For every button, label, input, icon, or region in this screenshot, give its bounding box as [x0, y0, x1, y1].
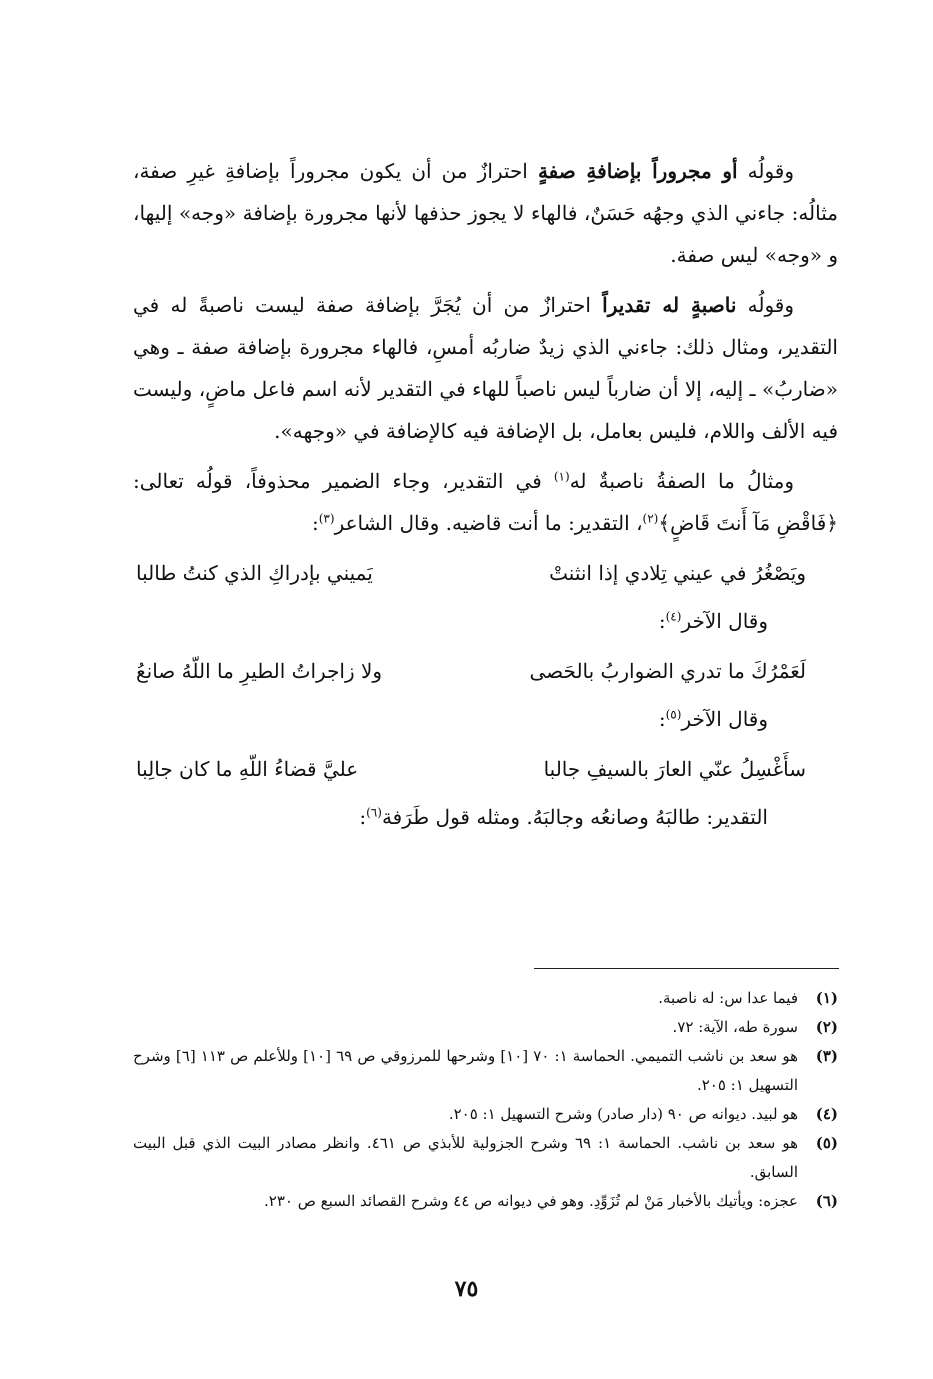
footnote-divider	[534, 968, 839, 969]
footnotes	[133, 984, 838, 1216]
verse-intro-text: التقدير: طالبَهُ وصانعُه وجالبَهُ. ومثله قول طَرَفة	[381, 805, 768, 829]
footnote-text: هو لبيد. ديوانه ص ٩٠ (دار صادر) وشرح التسهيل ١: ٢٠٥.	[448, 1105, 798, 1123]
paragraph-body: ، التقدير: ما أنت قاضيه. وقال الشاعر	[334, 511, 643, 535]
footnote-text: عجزه: ويأتيك بالأخبار مَنْ لم تُزَوِّدِ. وهو في ديوانه ص ٤٤ وشرح القصائد السبع ص ٢٣٠.	[264, 1192, 798, 1210]
footnote-ref: (٣)	[318, 511, 335, 526]
verse-intro	[133, 600, 838, 642]
verse-intro-colon: :	[658, 707, 666, 731]
footnote-ref: (٦)	[366, 805, 382, 820]
verse-intro-text: وقال الآخر	[681, 707, 768, 731]
footnote	[133, 1013, 838, 1042]
paragraph-body: :	[311, 511, 319, 535]
paragraph-body: احترازٌ من أن يُجَرَّ بإضافة صفة ليست ناصبةً له في التقدير، ومثال ذلك: جاءني الذي زيدٌ ضاربُه أمسِ، فالهاء مجرورة بإضافة صفة ـ وهي «ضاربُ» ـ إليه، إلا أن ضارباً ليس ناصباً للهاء في التقدير لأنه اسم فاعل ماضٍ، وليست فيه الألف واللام، فليس بعامل، بل الإضافة فيه كالإضافة في «وجهه».	[133, 293, 838, 443]
footnote-ref: (٢)	[642, 511, 659, 526]
paragraph-body: في التقدير، وجاء الضمير محذوفاً، قولُه تعالى: ﴿فَاقْضِ مَآ أَنتَ قَاضٍ﴾	[133, 469, 838, 535]
paragraph-body: احترازٌ من أن يكون مجروراً بإضافةِ غيرِ صفة، مثالُه: جاءني الذي وجهُه حَسَنٌ، فالهاء لا يجوز حذفها لأنها مجرورة بإضافة «وجه» إليها، و «وجه» ليس صفة.	[133, 159, 838, 267]
footnote	[133, 1129, 838, 1187]
verse-first-hemistich: ويَصْغُرُ في عيني تِلادي إذا انثنتْ	[549, 561, 806, 585]
page-number: ٧٥	[454, 1276, 479, 1302]
verse-3	[136, 748, 806, 790]
verse-intro	[133, 796, 838, 838]
verse-first-hemistich: لَعَمْرُكَ ما تدري الضواربُ بالحَصى	[529, 659, 806, 683]
paragraph-lead: وقولُه	[736, 293, 795, 317]
footnote	[133, 1187, 838, 1216]
footnote-number: (٤)	[815, 1105, 838, 1123]
footnote	[133, 1042, 838, 1100]
footnote-ref: (٤)	[665, 609, 682, 624]
paragraph-2	[133, 284, 838, 452]
footnote-text: هو سعد بن ناشب. الحماسة ١: ٦٩ وشرح الجزولية للأبذي ص ٤٦١. وانظر مصادر البيت الذي قبل البيت السابق.	[133, 1134, 798, 1181]
verse-intro	[133, 698, 838, 740]
footnote-ref: (٥)	[665, 707, 682, 722]
footnote	[133, 984, 838, 1013]
footnote-text: سورة طه، الآية: ٧٢.	[672, 1018, 798, 1036]
footnote-number: (٢)	[815, 1018, 838, 1036]
quoted-term: ناصبةٍ له تقديراً	[602, 293, 737, 317]
paragraph-3	[133, 460, 838, 544]
footnote-number: (٦)	[815, 1192, 838, 1210]
verse-intro-colon: :	[658, 609, 666, 633]
verse-1	[136, 552, 806, 594]
quoted-term: أو مجروراً بإضافةِ صفةٍ	[537, 159, 738, 183]
footnote-text: هو سعد بن ناشب التميمي. الحماسة ١: ٧٠ [١٠] وشرحها للمرزوقي ص ٦٩ [١٠] وللأعلم ص ١١٣ [٦] وشرح التسهيل ١: ٢٠٥.	[133, 1047, 798, 1094]
verse-intro-colon: :	[359, 805, 367, 829]
paragraph-lead: وقولُه	[737, 159, 794, 183]
paragraph-1	[133, 150, 838, 276]
verse-2	[136, 650, 806, 692]
footnote-number: (٣)	[815, 1047, 838, 1065]
paragraph-body: ومثالُ ما الصفةُ ناصبةٌ له	[569, 469, 794, 493]
footnote-text: فيما عدا س: له ناصبة.	[658, 989, 798, 1007]
footnote-number: (٥)	[815, 1134, 838, 1152]
main-text	[133, 150, 838, 846]
verse-second-hemistich: عليَّ قضاءُ اللّهِ ما كان جالِبا	[136, 757, 359, 781]
verse-second-hemistich: ولا زاجراتُ الطيرِ ما اللّهُ صانعُ	[136, 659, 383, 683]
footnote-ref: (١)	[553, 469, 570, 484]
footnote	[133, 1100, 838, 1129]
footnote-number: (١)	[815, 989, 838, 1007]
verse-first-hemistich: سأَغْسِلُ عنّي العارَ بالسيفِ جالبا	[543, 757, 806, 781]
verse-intro-text: وقال الآخر	[681, 609, 768, 633]
verse-second-hemistich: يَميني بإدراكِ الذي كنتُ طالبا	[136, 561, 373, 585]
